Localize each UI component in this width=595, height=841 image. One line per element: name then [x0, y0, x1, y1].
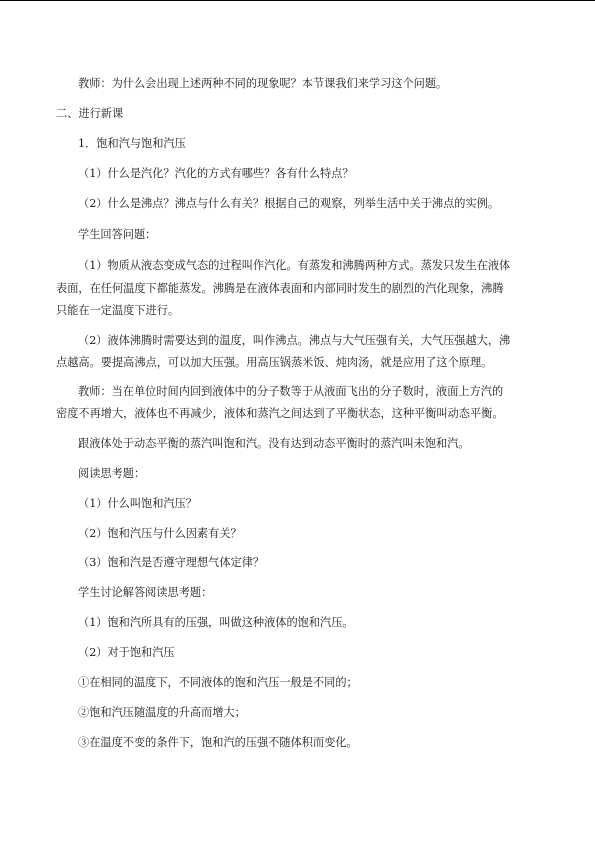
- answer-paragraph-line: （2）液体沸腾时需要达到的温度，叫作沸点。沸点与大气压强有关，大气压强越大，沸: [78, 334, 511, 347]
- section-heading-new-lesson: 二、进行新课: [56, 107, 124, 120]
- answer-paragraph-line: 表面，在任何温度下都能蒸发。沸腾是在液体表面和内部同时发生的剧烈的汽化现象，沸腾: [56, 282, 504, 295]
- answer-paragraph-line: 只能在一定温度下进行。: [56, 304, 180, 317]
- teacher-explanation-line: 教师：当在单位时间内回到液体中的分子数等于从液面飞出的分子数时，液面上方汽的: [78, 385, 504, 398]
- teacher-question-paragraph: 教师：为什么会出现上述两种不同的现象呢？本节课我们来学习这个问题。: [78, 77, 448, 90]
- reading-question-item: （2）饱和汽压与什么因素有关？: [78, 527, 242, 540]
- property-list-item: ③在温度不变的条件下，饱和汽的压强不随体积而变化。: [78, 736, 358, 749]
- answer-paragraph-line: 点越高。要提高沸点，可以加大压强。用高压锅蒸米饭、炖肉汤，就是应用了这个原理。: [56, 356, 493, 369]
- property-list-item: ②饱和汽压随温度的升高而增大；: [78, 706, 246, 719]
- definition-paragraph: 跟液体处于动态平衡的蒸汽叫饱和汽。没有达到动态平衡时的蒸汽叫未饱和汽。: [78, 437, 470, 450]
- teacher-explanation-line: 密度不再增大，液体也不再减少，液体和蒸汽之间达到了平衡状态，这种平衡叫动态平衡。: [56, 407, 504, 420]
- answer-paragraph-line: （1）物质从液态变成气态的过程叫作汽化。有蒸发和沸腾两种方式。蒸发只发生在液体: [78, 259, 511, 272]
- discussion-heading: 学生讨论解答阅读思考题：: [78, 586, 213, 599]
- question-item: （1）什么是汽化？汽化的方式有哪些？各有什么特点？: [78, 167, 354, 180]
- discussion-answer-item: （1）饱和汽所具有的压强，叫做这种液体的饱和汽压。: [78, 616, 354, 629]
- discussion-answer-item: （2）对于饱和汽压: [78, 646, 175, 659]
- student-answer-heading: 学生回答问题：: [78, 228, 157, 241]
- reading-question-item: （1）什么叫饱和汽压？: [78, 497, 197, 510]
- question-item: （2）什么是沸点？沸点与什么有关？根据自己的观察，列举生活中关于沸点的实例。: [78, 197, 500, 210]
- subsection-heading-saturated-vapor: 1．饱和汽与饱和汽压: [78, 137, 186, 150]
- reading-question-item: （3）饱和汽是否遵守理想气体定律？: [78, 556, 265, 569]
- property-list-item: ①在相同的温度下，不同液体的饱和汽压一般是不同的；: [78, 676, 358, 689]
- reading-questions-heading: 阅读思考题：: [78, 467, 146, 480]
- page-top-rule: [0, 0, 595, 1]
